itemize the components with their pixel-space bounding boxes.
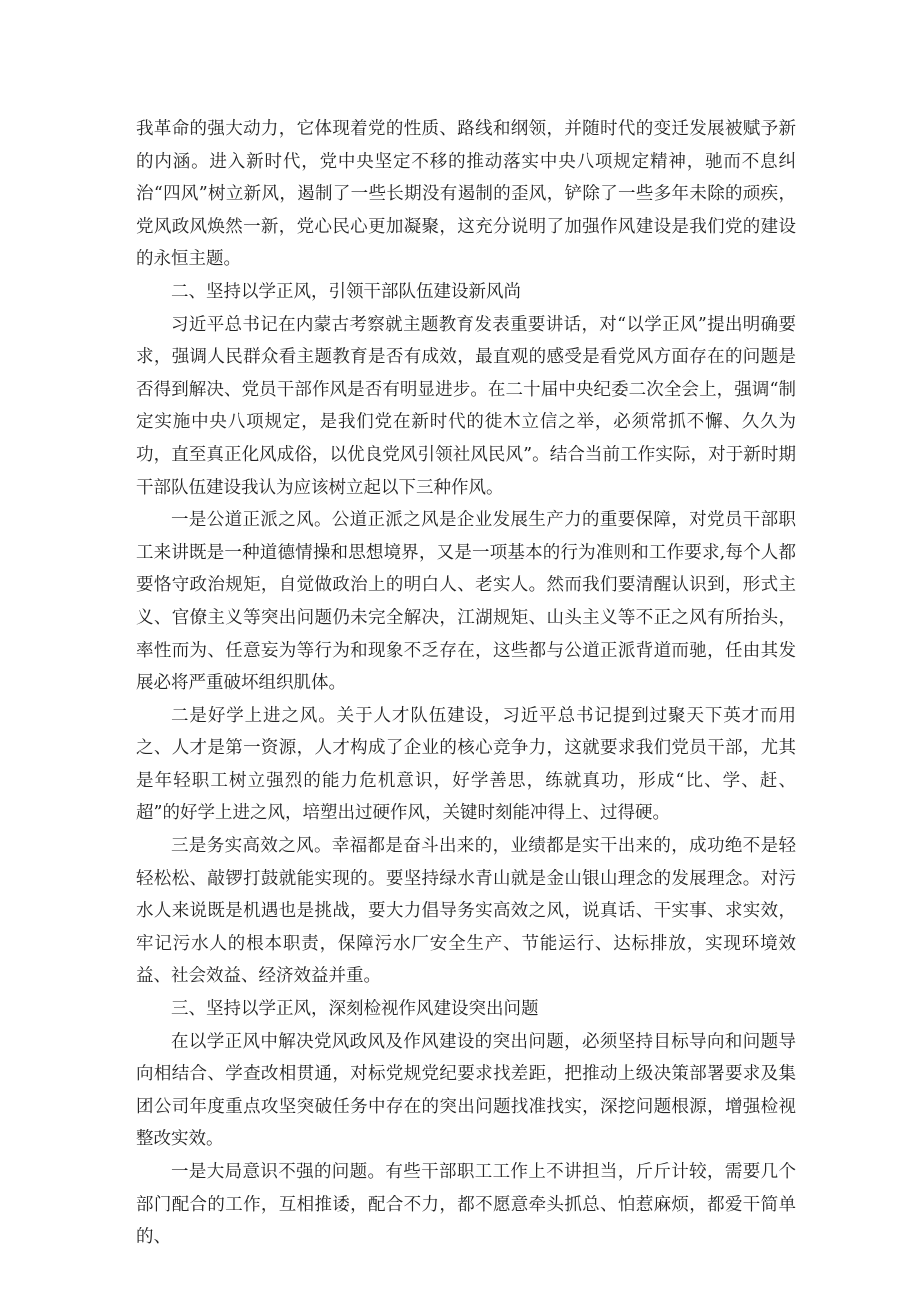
paragraph: 习近平总书记在内蒙古考察就主题教育发表重要讲话，对“以学正风”提出明确要求，强调人民群众看主题教育是否有成效，最直观的感受是看党风方面存在的问题是否得到解决、党员干部作风是否有明显进步。在二十届中央纪委二次全会上，强调“制定实施中央八项规定，是我们党在新时代的徙木立信之举，必须常抓不懈、久久为功，直至真正化风成俗，以优良党风引领社风民风”。结合当前工作实际，对于新时期干部队伍建设我认为应该树立起以下三种作风。 [136,314,796,498]
section-heading-3: 三、坚持以学正风，深刻检视作风建设突出问题 [171,999,539,1020]
document-body [136,113,796,1254]
paragraph-continued: 我革命的强大动力，它体现着党的性质、路线和纲领，并随时代的变迁发展被赋予新的内涵。进入新时代，党中央坚定不移的推动落实中央八项规定精神，驰而不息纠治“四风”树立新风，遏制了一些长期没有遏制的歪风，铲除了一些多年未除的顽疾，党风政风焕然一新，党心民心更加凝聚，这充分说明了加强作风建设是我们党的建设的永恒主题。 [136,119,796,270]
paragraph: 一是大局意识不强的问题。有些干部职工工作上不讲担当，斤斤计较，需要几个部门配合的工作，互相推诿，配合不力，都不愿意牵头抓总、怕惹麻烦，都爱干简单的、 [136,1162,796,1248]
paragraph: 在以学正风中解决党风政风及作风建设的突出问题，必须坚持目标导向和问题导向相结合、学查改相贯通，对标党规党纪要求找差距，把推动上级决策部署要求及集团公司年度重点攻坚突破任务中存在的突出问题找准找实，深挖问题根源，增强检视整改实效。 [136,1031,796,1150]
paragraph: 一是公道正派之风。公道正派之风是企业发展生产力的重要保障，对党员干部职工来讲既是一种道德情操和思想境界，又是一项基本的行为准则和工作要求,每个人都要恪守政治规矩，自觉做政治上的明白人、老实人。然而我们要清醒认识到，形式主义、官僚主义等突出问题仍未完全解决，江湖规矩、山头主义等不正之风有所抬头，率性而为、任意妄为等行为和现象不乏存在，这些都与公道正派背道而驰，任由其发展必将严重破坏组织肌体。 [136,510,796,694]
paragraph: 三是务实高效之风。幸福都是奋斗出来的，业绩都是实干出来的，成功绝不是轻轻松松、敲锣打鼓就能实现的。要坚持绿水青山就是金山银山理念的发展理念。对污水人来说既是机遇也是挑战，要大力倡导务实高效之风，说真话、干实事、求实效，牢记污水人的根本职责，保障污水厂安全生产、节能运行、达标排放，实现环境效益、社会效益、经济效益并重。 [136,836,796,987]
section-heading-2: 二、坚持以学正风，引领干部队伍建设新风尚 [171,281,521,302]
paragraph: 二是好学上进之风。关于人才队伍建设，习近平总书记提到过聚天下英才而用之、人才是第一资源，人才构成了企业的核心竞争力，这就要求我们党员干部，尤其是年轻职工树立强烈的能力危机意识，好学善思，练就真功，形成“比、学、赶、超”的好学上进之风，培塑出过硬作风，关键时刻能冲得上、过得硬。 [136,705,796,824]
